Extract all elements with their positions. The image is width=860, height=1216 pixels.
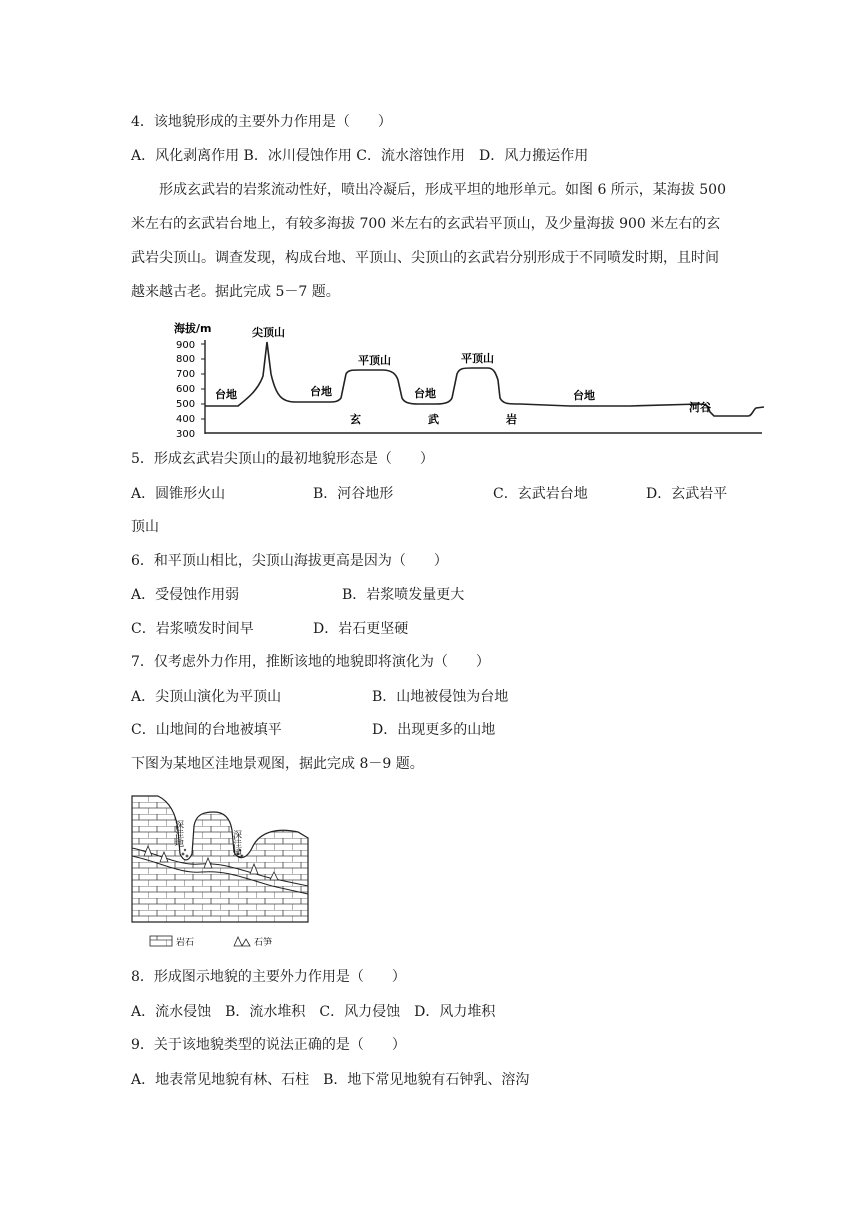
plateau-label: 台地 [215,388,237,401]
intro-8-9: 下图为某地区洼地景观图，据此完成 8－9 题。 [131,756,424,772]
q6-option-d: D．岩石更坚硬 [313,621,409,637]
karst-depression-figure [130,790,310,952]
q5-option-b: B．河谷地形 [313,486,394,502]
y-tick-label: 500 [176,399,196,410]
q5-option-d-continued: 顶山 [131,519,159,535]
q7-option-a: A．尖顶山演化为平顶山 [131,689,282,705]
y-tick-label: 800 [176,354,196,365]
q6-option-b: B．岩浆喷发量更大 [342,587,465,603]
legend [150,936,272,948]
q7-option-b: B．山地被侵蚀为台地 [372,689,509,705]
y-tick-label: 600 [176,384,196,395]
q5-stem: 5．形成玄武岩尖顶山的最初地貌形态是（ ） [131,451,434,467]
q6-stem: 6．和平顶山相比，尖顶山海拔更高是因为（ ） [131,553,448,569]
q5-option-a: A．圆锥形火山 [131,486,226,502]
q9-options: A．地表常见地貌有林、石柱 B．地下常见地貌有石钟乳、溶沟 [131,1072,530,1088]
rock-label: 岩 [506,413,517,426]
valley-label: 河谷 [689,401,711,414]
y-axis-label: 海拔/m [174,322,212,335]
y-tick-label: 300 [176,429,196,440]
q4-options: A．风化剥离作用 B．冰川侵蚀作用 C．流水溶蚀作用 D．风力搬运作用 [131,148,589,164]
rock-label: 武 [428,413,439,426]
q7-option-d: D．出现更多的山地 [372,722,496,738]
passage [131,173,731,309]
legend-rock-label: 岩石 [176,938,195,948]
passage-text: 形成玄武岩的岩浆流动性好，喷出冷凝后，形成平坦的地形单元。如图 6 所示，某海拔 500 米左右的玄武岩台地上，有较多海拔 700 米左右的玄武岩平顶山，及少量海拔 900 米左右的玄武岩尖顶山。调查发现，构成台地、平顶山、尖顶山的玄武岩分别形成于不同喷发时期，且时间越来越古老。据此完成 5－7 题。 [131,182,726,300]
q8-options: A．流水侵蚀 B．流水堆积 C．风力侵蚀 D．风力堆积 [131,1004,496,1020]
q7-option-c: C．山地间的台地被填平 [131,722,282,738]
elevation-profile-figure [170,318,770,440]
q8-stem: 8．形成图示地貌的主要外力作用是（ ） [131,969,406,985]
mesa-label: 平顶山 [461,352,494,365]
y-tick-label: 900 [176,340,196,351]
plateau-label: 台地 [573,389,595,402]
mesa-label: 平顶山 [358,354,391,367]
plateau-label: 台地 [310,385,332,398]
y-tick-label: 700 [176,369,196,380]
depression-label-right: 深洼地 [231,830,241,857]
q5-option-d: D．玄武岩平 [646,486,728,502]
q9-stem: 9．关于该地貌类型的说法正确的是（ ） [131,1037,406,1053]
q7-stem: 7．仅考虑外力作用，推断该地的地貌即将演化为（ ） [131,654,490,670]
q6-option-a: A．受侵蚀作用弱 [131,587,240,603]
depression-label-left: 深洼地 [173,820,183,847]
plateau-label: 台地 [414,387,436,400]
peak-label: 尖顶山 [252,326,285,339]
y-tick-labels [176,340,195,440]
q6-option-c: C．岩浆喷发时间早 [131,621,254,637]
q4-stem: 4．该地貌形成的主要外力作用是（ ） [131,114,392,130]
q5-option-c: C．玄武岩台地 [493,486,588,502]
y-tick-label: 400 [176,414,196,425]
legend-stalagmite-label: 石笋 [254,938,273,948]
rock-label: 玄 [350,413,361,426]
